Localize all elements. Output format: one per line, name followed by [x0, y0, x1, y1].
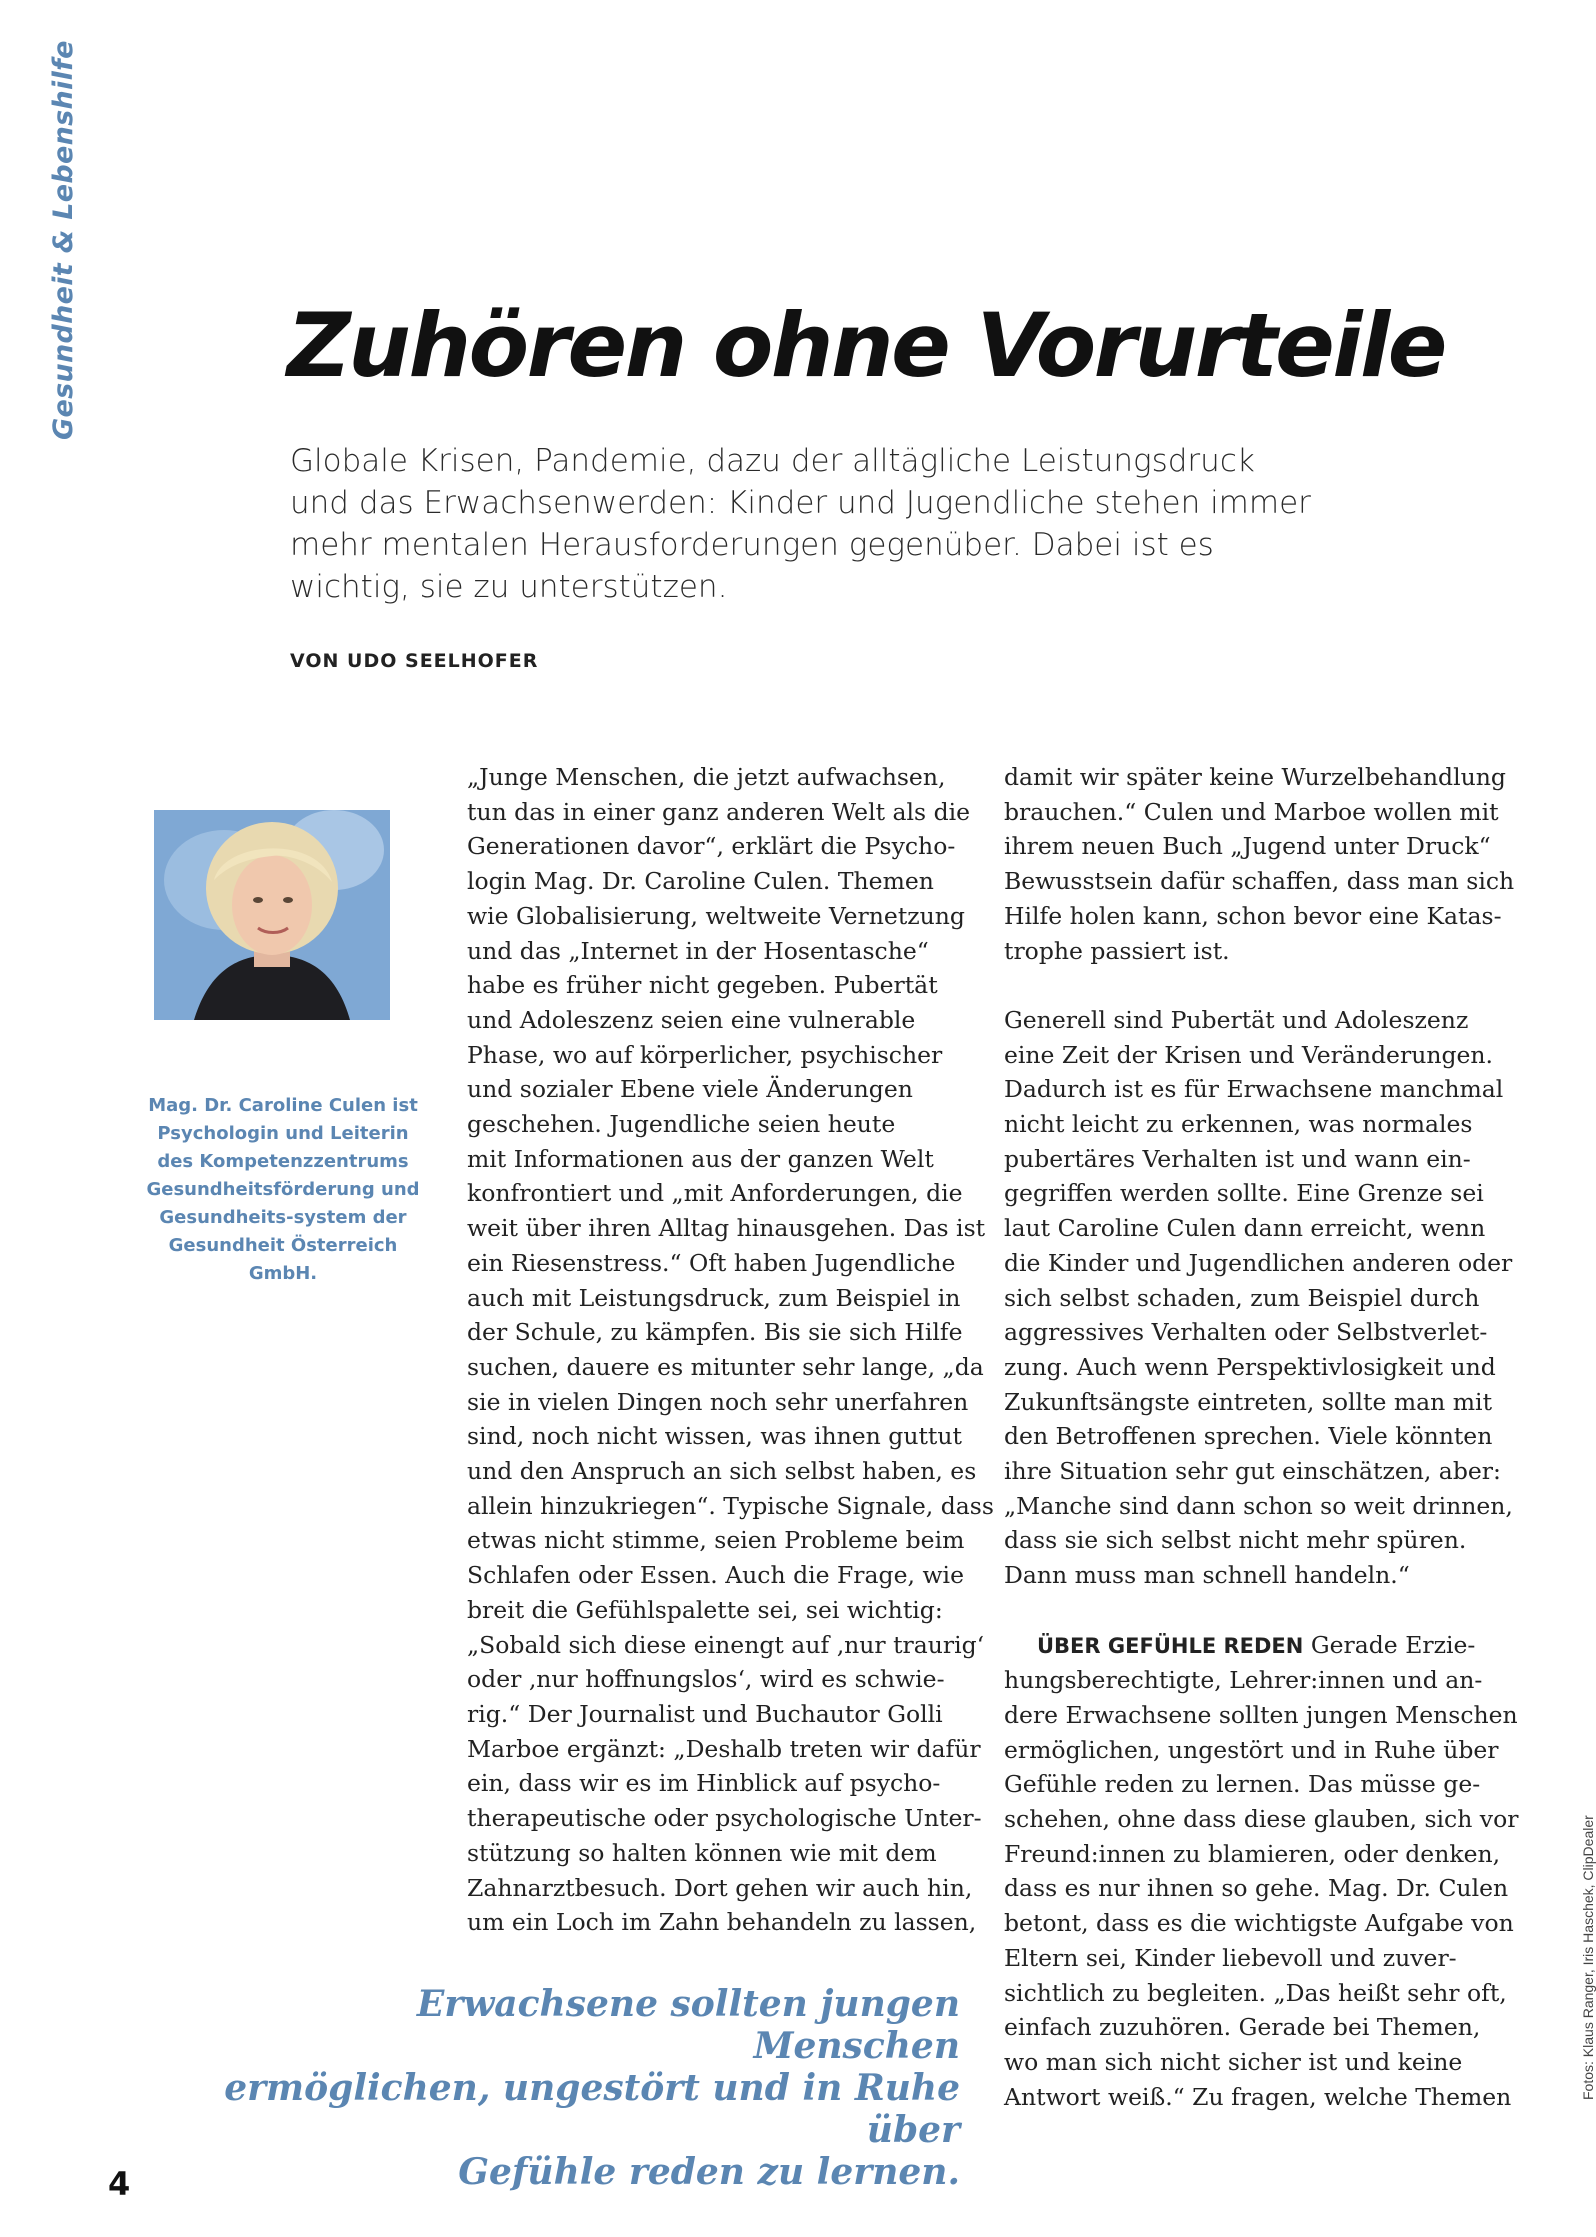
article-line: „Manche sind dann schon so weit drinnen,	[1004, 1491, 1513, 1520]
paragraph-gap	[1004, 968, 1484, 1003]
article-line: dere Erwachsene sollten jungen Menschen	[1004, 1700, 1518, 1729]
article-line: Schlafen oder Essen. Auch die Frage, wie	[467, 1561, 964, 1590]
article-line: hungsberechtigte, Lehrer:innen und an-	[1004, 1666, 1483, 1695]
article-column-1	[467, 760, 994, 1940]
article-line: auch mit Leistungsdruck, zum Beispiel in	[467, 1283, 961, 1312]
article-line: tun das in einer ganz anderen Welt als die	[467, 797, 971, 826]
subhead: ÜBER GEFÜHLE REDEN	[1037, 1633, 1304, 1658]
article-line: „Sobald sich diese einengt auf ‚nur traurig‘	[467, 1630, 985, 1659]
pull-quote	[200, 1983, 960, 2193]
article-line: eine Zeit der Krisen und Veränderungen.	[1004, 1040, 1494, 1069]
article-line: ein, dass wir es im Hinblick auf psycho-	[467, 1769, 941, 1798]
article-line: den Betroffenen sprechen. Viele könnten	[1004, 1422, 1493, 1451]
lead-paragraph: Globale Krisen, Pandemie, dazu der alltägliche Leistungsdruck und das Erwachsenwerden: Kinder und Jugendliche stehen immer mehr mentalen Herausforderungen gegenüber. Dabei ist es wichtig, sie zu unterstützen.	[290, 443, 1311, 605]
article-line: Zukunftsängste eintreten, sollte man mit	[1004, 1387, 1493, 1416]
article-line: pubertäres Verhalten ist und wann ein-	[1004, 1144, 1471, 1173]
article-line: Zahnarztbesuch. Dort gehen wir auch hin,	[467, 1873, 973, 1902]
article-line: ein Riesenstress.“ Oft haben Jugendliche	[467, 1248, 956, 1277]
page-number: 4	[108, 2165, 131, 2203]
article-line: sich selbst schaden, zum Beispiel durch	[1004, 1283, 1480, 1312]
photo-credit: Fotos: Klaus Ranger, Iris Haschek, ClipDealer	[1580, 1815, 1596, 2100]
pull-quote-line: ermöglichen, ungestört und in Ruhe über	[224, 2067, 960, 2151]
article-line: sichtlich zu begleiten. „Das heißt sehr oft,	[1004, 1978, 1507, 2007]
article-line: ermöglichen, ungestört und in Ruhe über	[1004, 1735, 1499, 1764]
byline: VON UDO SEELHOFER	[290, 650, 539, 672]
article-line: sie in vielen Dingen noch sehr unerfahren	[467, 1387, 969, 1416]
article-line: ihrem neuen Buch „Jugend unter Druck“	[1004, 832, 1491, 861]
article-line: suchen, dauere es mitunter sehr lange, „da	[467, 1352, 984, 1381]
article-line: und sozialer Ebene viele Änderungen	[467, 1075, 913, 1104]
article-line: und Adoleszenz seien eine vulnerable	[467, 1005, 916, 1034]
article-line: Gefühle reden zu lernen. Das müsse ge-	[1004, 1770, 1481, 1799]
subhead-line	[1004, 1628, 1484, 1664]
article-line: schehen, ohne dass diese glauben, sich vor	[1004, 1805, 1519, 1834]
article-line: dass es nur ihnen so gehe. Mag. Dr. Culen	[1004, 1874, 1509, 1903]
article-line: geschehen. Jugendliche seien heute	[467, 1110, 896, 1139]
article-line: aggressives Verhalten oder Selbstverlet-	[1004, 1318, 1488, 1347]
article-line: betont, dass es die wichtigste Aufgabe von	[1004, 1909, 1514, 1938]
article-line: login Mag. Dr. Caroline Culen. Themen	[467, 867, 934, 896]
article-line: um ein Loch im Zahn behandeln zu lassen,	[467, 1908, 977, 1937]
article-column-2	[1004, 760, 1519, 2114]
article-line: trophe passiert ist.	[1004, 936, 1230, 965]
column2-part1	[1004, 760, 1515, 968]
article-line: die Kinder und Jugendlichen anderen oder	[1004, 1248, 1513, 1277]
article-line: breit die Gefühlspalette sei, sei wichtig:	[467, 1595, 943, 1624]
article-line: Generell sind Pubertät und Adoleszenz	[1004, 1005, 1469, 1034]
article-line: Hilfe holen kann, schon bevor eine Katas-	[1004, 901, 1502, 930]
article-line: Bewusstsein dafür schaffen, dass man sich	[1004, 867, 1515, 896]
article-line: ihre Situation sehr gut einschätzen, aber:	[1004, 1457, 1501, 1486]
article-line: Phase, wo auf körperlicher, psychischer	[467, 1040, 943, 1069]
portrait-caption: Mag. Dr. Caroline Culen ist Psychologin und Leiterin des Kompetenzzentrums Gesundheitsförderung und Gesundheits-system der Gesundheit Österreich GmbH.	[146, 1095, 420, 1284]
article-line: allein hinzukriegen“. Typische Signale, dass	[467, 1491, 994, 1520]
article-line: gegriffen werden sollte. Eine Grenze sei	[1004, 1179, 1484, 1208]
article-line: Dann muss man schnell handeln.“	[1004, 1561, 1410, 1590]
pull-quote-line: Gefühle reden zu lernen.	[458, 2151, 960, 2193]
article-line: weit über ihren Alltag hinausgehen. Das ist	[467, 1214, 986, 1243]
author-portrait	[154, 810, 390, 1020]
article-line: stützung so halten können wie mit dem	[467, 1838, 937, 1867]
article-line: therapeutische oder psychologische Unter-	[467, 1804, 982, 1833]
article-line: Marboe ergänzt: „Deshalb treten wir dafür	[467, 1734, 981, 1763]
article-line: zung. Auch wenn Perspektivlosigkeit und	[1004, 1352, 1496, 1381]
article-line: wie Globalisierung, weltweite Vernetzung	[467, 901, 965, 930]
article-line: und das „Internet in der Hosentasche“	[467, 936, 929, 965]
article-line: und den Anspruch an sich selbst haben, es	[467, 1457, 977, 1486]
article-line: etwas nicht stimme, seien Probleme beim	[467, 1526, 965, 1555]
subhead-continuation: Gerade Erzie-	[1310, 1630, 1476, 1659]
article-line: oder ‚nur hoffnungslos‘, wird es schwie-	[467, 1665, 945, 1694]
headline: Zuhören ohne Vorurteile	[287, 294, 1445, 397]
section-label-text: Gesundheit & Lebenshilfe	[48, 40, 79, 440]
article-line: Freund:innen zu blamieren, oder denken,	[1004, 1839, 1501, 1868]
article-line: nicht leicht zu erkennen, was normales	[1004, 1110, 1473, 1139]
article-line: brauchen.“ Culen und Marboe wollen mit	[1004, 797, 1499, 826]
paragraph-gap	[1004, 1593, 1484, 1628]
article-line: damit wir später keine Wurzelbehandlung	[1004, 763, 1506, 791]
article-line: laut Caroline Culen dann erreicht, wenn	[1004, 1214, 1486, 1243]
column2-part2	[1004, 1003, 1513, 1593]
article-line: konfrontiert und „mit Anforderungen, die	[467, 1179, 963, 1208]
article-line: einfach zuzuhören. Gerade bei Themen,	[1004, 2013, 1481, 2042]
article-line: wo man sich nicht sicher ist und keine	[1004, 2047, 1463, 2076]
article-line: habe es früher nicht gegeben. Pubertät	[467, 971, 938, 1000]
article-line: Eltern sei, Kinder liebevoll und zuver-	[1004, 1943, 1457, 1972]
article-line: Dadurch ist es für Erwachsene manchmal	[1004, 1075, 1504, 1104]
column2-part3	[1004, 1663, 1519, 2114]
article-line: sind, noch nicht wissen, was ihnen guttut	[467, 1422, 962, 1451]
article-line: dass sie sich selbst nicht mehr spüren.	[1004, 1526, 1467, 1555]
article-line: „Junge Menschen, die jetzt aufwachsen,	[467, 763, 946, 791]
pull-quote-line: Erwachsene sollten jungen Menschen	[416, 1983, 960, 2067]
article-line: rig.“ Der Journalist und Buchautor Golli	[467, 1699, 943, 1728]
article-line: Antwort weiß.“ Zu fragen, welche Themen	[1004, 2082, 1512, 2111]
article-line: mit Informationen aus der ganzen Welt	[467, 1144, 934, 1173]
section-label	[18, 30, 78, 450]
article-line: Generationen davor“, erklärt die Psycho-	[467, 832, 956, 861]
article-line: der Schule, zu kämpfen. Bis sie sich Hilfe	[467, 1318, 963, 1347]
